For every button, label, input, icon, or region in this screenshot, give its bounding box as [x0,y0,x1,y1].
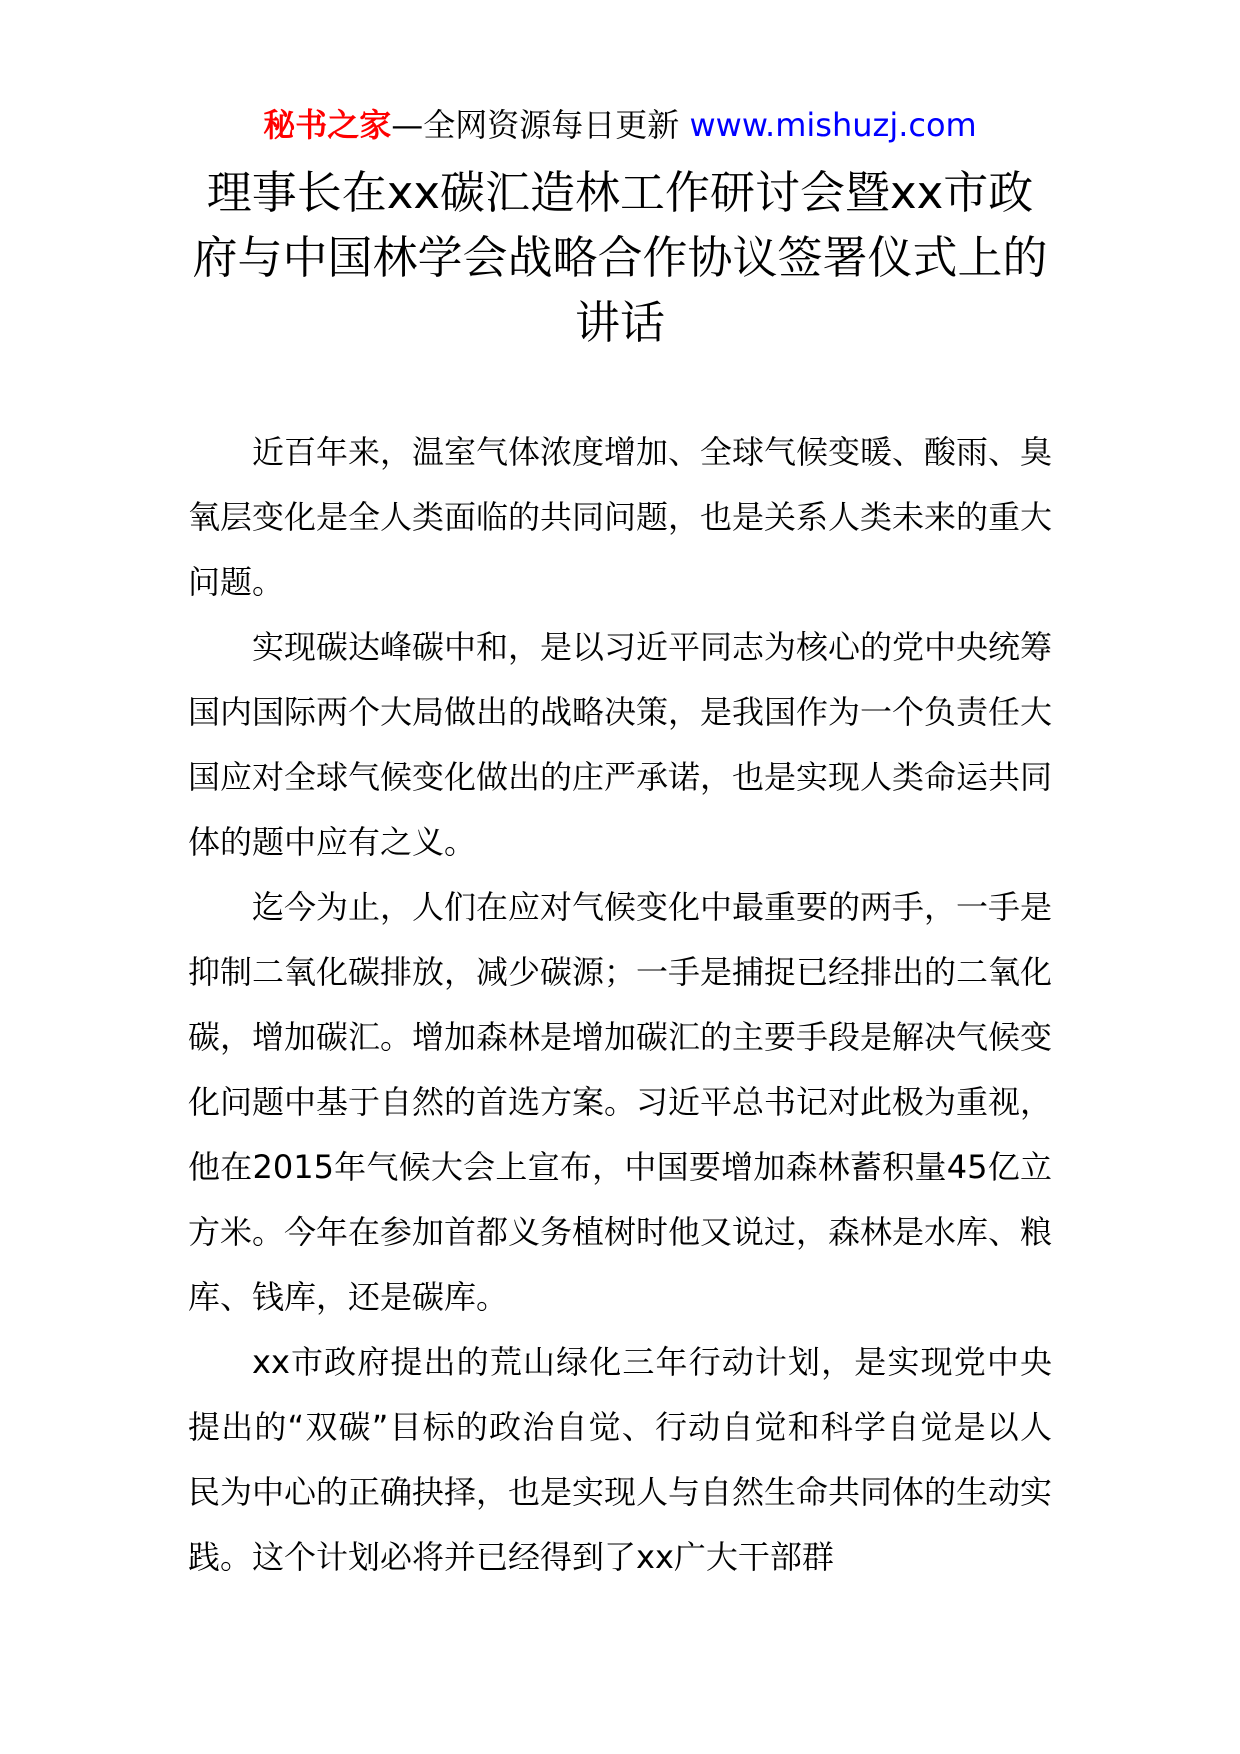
paragraph-1: 近百年来，温室气体浓度增加、全球气候变暖、酸雨、臭氧层变化是全人类面临的共同问题，也是关系人类未来的重大问题。 [188,433,1053,601]
document-title: 理事长在xx碳汇造林工作研讨会暨xx市政府与中国林学会战略合作协议签署仪式上的讲话 [192,166,1048,349]
site-url-link[interactable]: www.mishuzj.com [689,106,977,144]
document-body [188,420,1052,1590]
site-tagline: —全网资源每日更新 [391,106,680,144]
paragraph-2: 实现碳达峰碳中和，是以习近平同志为核心的党中央统筹国内国际两个大局做出的战略决策，是我国作为一个负责任大国应对全球气候变化做出的庄严承诺，也是实现人类命运共同体的题中应有之义。 [188,628,1053,861]
site-brand: 秘书之家 [263,106,392,144]
site-header [0,100,1240,150]
paragraph-3: 迄今为止，人们在应对气候变化中最重要的两手，一手是抑制二氧化碳排放，减少碳源；一手是捕捉已经排出的二氧化碳，增加碳汇。增加森林是增加碳汇的主要手段是解决气候变化问题中基于自然的首选方案。习近平总书记对此极为重视，他在2015年气候大会上宣布，中国要增加森林蓄积量45亿立方米。今年在参加首都义务植树时他又说过，森林是水库、粮库、钱库，还是碳库。 [188,888,1053,1316]
paragraph-4: xx市政府提出的荒山绿化三年行动计划，是实现党中央提出的“双碳”目标的政治自觉、行动自觉和科学自觉是以人民为中心的正确抉择，也是实现人与自然生命共同体的生动实践。这个计划必将并已经得到了xx广大干部群 [188,1343,1053,1576]
